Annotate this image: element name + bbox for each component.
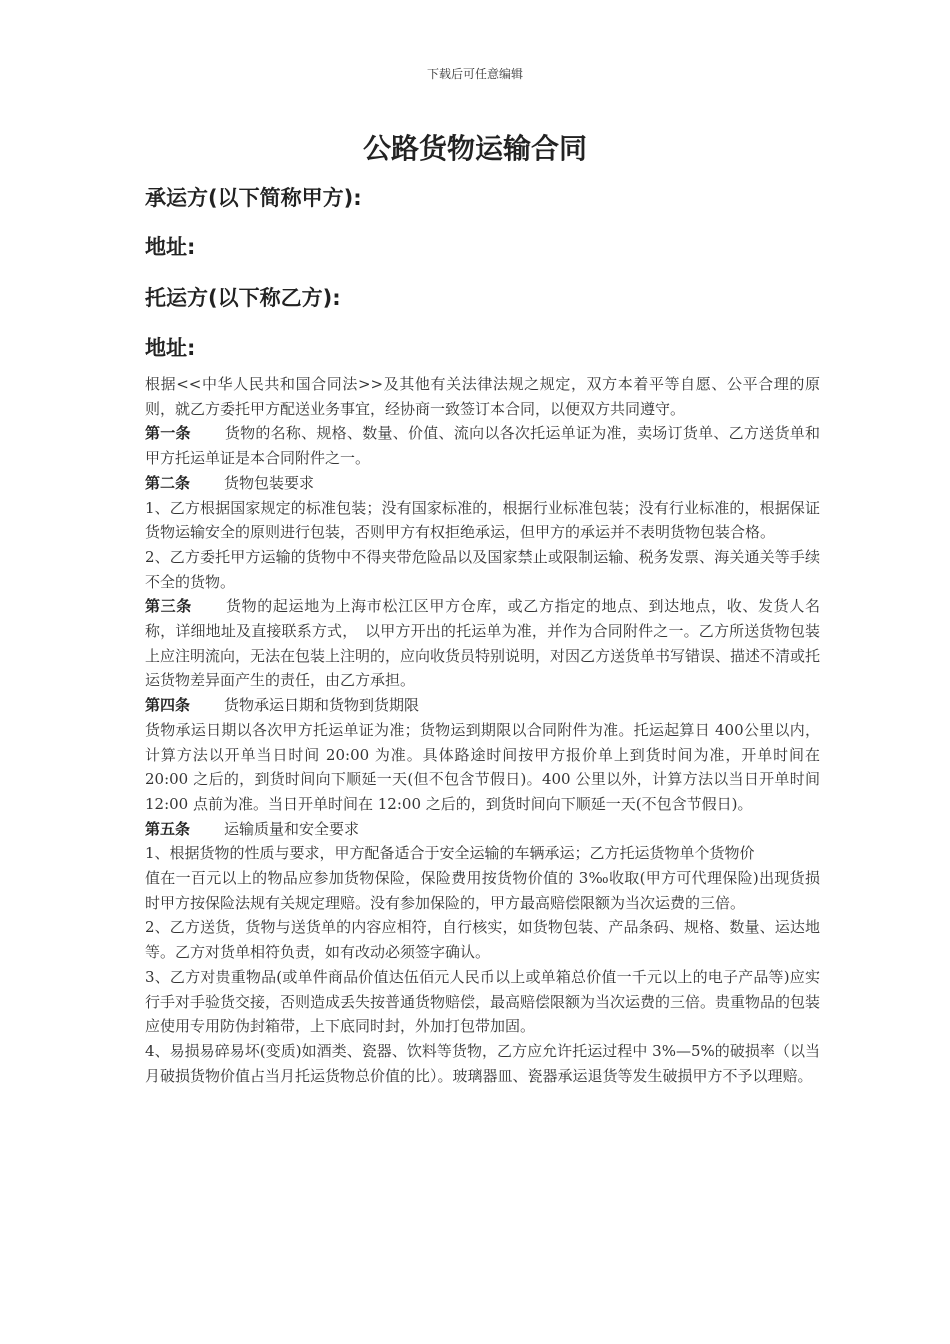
article-2-text: 货物包装要求 (224, 473, 315, 492)
shipper-party-line: 托运方(以下称乙方): (145, 286, 341, 310)
document-title: 公路货物运输合同 (362, 132, 587, 165)
article-4-heading: 第四条 (145, 696, 191, 715)
article-5-heading: 第五条 (145, 819, 191, 838)
article-3 (145, 594, 820, 693)
article-4 (145, 693, 820, 718)
article-1-heading: 第一条 (145, 424, 191, 443)
clause-5-3: 3、乙方对贵重物品(或单件商品价值达伍佰元人民币以上或单箱总价值一千元以上的电子产品等)应实行手对手验货交接，否则造成丢失按普通货物赔偿，最高赔偿限额为当次运费的三倍。贵重物品的包装应使用专用防伪封箱带，上下底同时封，外加打包带加固。 (145, 967, 821, 1036)
carrier-party-line: 承运方(以下简称甲方): (145, 186, 362, 210)
article-1 (145, 421, 820, 470)
shipper-address-line: 地址: (145, 336, 196, 360)
carrier-address-line: 地址: (145, 235, 196, 259)
article-5-text: 运输质量和安全要求 (224, 819, 360, 838)
clause-5-4: 4、易损易碎易坏(变质)如酒类、瓷器、饮料等货物，乙方应允许托运过程中 3%—5%的破损率（以当月破损货物价值占当月托运货物总价值的比）。玻璃器皿、瓷器承运退货等发生破损甲方不予以理赔。 (145, 1041, 820, 1085)
contract-body (145, 372, 820, 1088)
clause-2-2: 2、乙方委托甲方运输的货物中不得夹带危险品以及国家禁止或限制运输、税务发票、海关通关等手续不全的货物。 (145, 547, 820, 591)
article-4-text: 货物承运日期和货物到货期限 (224, 696, 420, 715)
preamble-paragraph: 根据<<中华人民共和国合同法>>及其他有关法律法规之规定，双方本着平等自愿、公平合理的原则，就乙方委托甲方配送业务事宜，经协商一致签订本合同，以便双方共同遵守。 (145, 375, 820, 418)
clause-5-1-part-a: 1、根据货物的性质与要求，甲方配备适合于安全运输的车辆承运；乙方托运货物单个货物价 (145, 844, 755, 863)
article-3-text: 货物的起运地为上海市松江区甲方仓库，或乙方指定的地点、到达地点，收、发货人名称，详细地址及直接联系方式， 以甲方开出的托运单为准，并作为合同附件之一。乙方所送货物包装上应注明流向，无法在包装上注明的，应向收货员特别说明，对因乙方送货单书写错误、描述不清或托运货物差异面产生的责任，由乙方承担。 (145, 597, 821, 690)
header-note: 下载后可任意编辑 (426, 67, 523, 81)
clause-2-1: 1、乙方根据国家规定的标准包装；没有国家标准的，根据行业标准包装；没有行业标准的，根据保证货物运输安全的原则进行包装，否则甲方有权拒绝承运，但甲方的承运并不表明货物包装合格。 (145, 498, 820, 542)
article-2-heading: 第二条 (145, 473, 191, 492)
article-1-text: 货物的名称、规格、数量、价值、流向以各次托运单证为准，卖场订货单、乙方送货单和甲方托运单证是本合同附件之一。 (145, 424, 820, 468)
clause-5-2: 2、乙方送货，货物与送货单的内容应相符，自行核实，如货物包装、产品条码、规格、数量、运达地等。乙方对货单相符负责，如有改动必须签字确认。 (145, 918, 820, 962)
article-5 (145, 817, 820, 842)
clause-4-body: 货物承运日期以各次甲方托运单证为准；货物运到期限以合同附件为准。托运起算日 400公里以内，计算方法以开单当日时间 20:00 为准。具体路途时间按甲方报价单上到货时间为准，开单时间在 20:00 之后的，到货时间向下顺延一天(但不包含节假日)。400 公里以外，计算方法以当日开单时间 12:00 点前为准。当日开单时间在 12:00 之后的，到货时间向下顺延一天(不包含节假日)。 (145, 720, 820, 813)
article-2 (145, 471, 820, 496)
clause-5-1-part-b: 值在一百元以上的物品应参加货物保险，保险费用按货物价值的 3‰收取(甲方可代理保险)出现货损时甲方按保险法规有关规定理赔。没有参加保险的，甲方最高赔偿限额为当次运费的三倍。 (145, 869, 820, 912)
article-3-heading: 第三条 (145, 597, 192, 616)
